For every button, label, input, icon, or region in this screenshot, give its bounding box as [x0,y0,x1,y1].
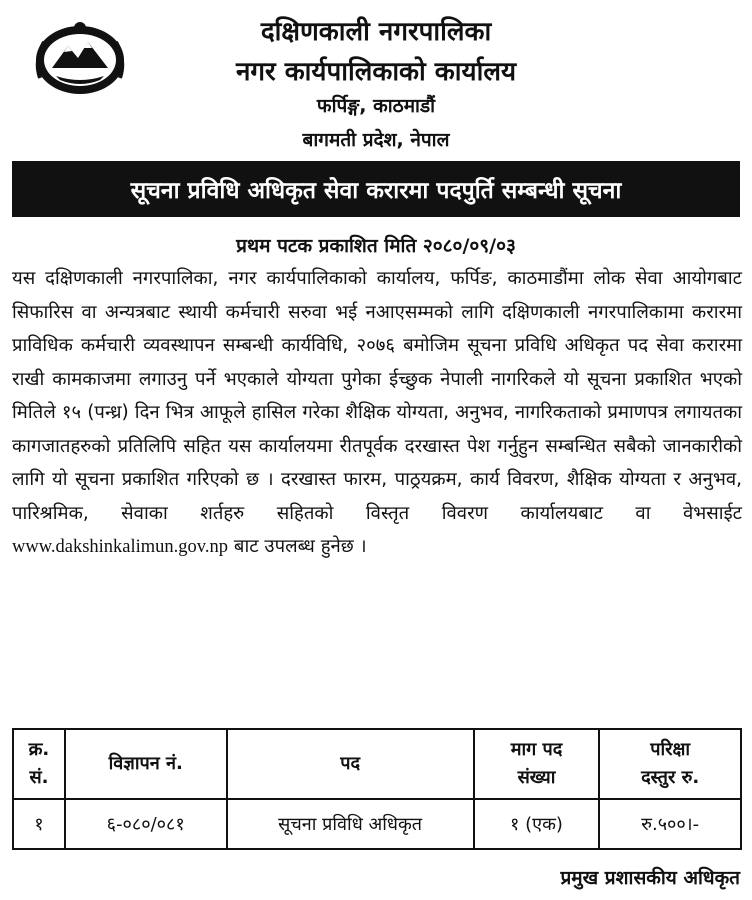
header-demand-count: माग पद संख्या [474,729,600,799]
header-ad-no: विज्ञापन नं. [65,729,227,799]
cell-serial-no: १ [13,799,65,849]
header-serial-no: क्र. सं. [13,729,65,799]
office-location: फर्पिङ्ग, काठमाडौं [316,95,436,117]
notice-body-main: यस दक्षिणकाली नगरपालिका, नगर कार्यपालिकाको कार्यालय, फर्पिङ, काठमाडौंमा लोक सेवा आयोगबाट सिफारिस वा अन्यत्रबाट स्थायी कर्मचारी सरुवा भई नआएसम्मको लागि दक्षिणकाली नगरपालिकामा करारमा प्राविधिक कर्मचारी व्यवस्थापन सम्बन्धी कार्यविधि, २०७६ बमोजिम सूचना प्रविधि अधिकृत पद सेवा करारमा राखी कामकाजमा लगाउनु पर्ने भएकाले योग्यता पुगेका ईच्छुक नेपाली नागरिकले यो सूचना प्रकाशित भएको मितिले १५ (पन्ध्र) दिन भित्र आफूले हासिल गरेका शैक्षिक योग्यता, अनुभव, नागरिकताको प्रमाणपत्र लगायतका कागजातहरुको प्रतिलिपि सहित यस कार्यालयमा रीतपूर्वक दरखास्त पेश गर्नुहुन सम्बन्धित सबैको जानकारीको लागि यो सूचना प्रकाशित गरिएको छ । दरखास्त फारम, पाठ्रयक्रम, कार्य विवरण, शैक्षिक योग्यता र अनुभव, पारिश्रमिक, सेवाका शर्तहरु सहितको विस्तृत विवरण कार्यालयबाट वा वेभसाईट [12,268,742,524]
table-row [13,799,741,849]
office-name: नगर कार्यपालिकाको कार्यालय [235,57,517,87]
header-post: पद [227,729,474,799]
notice-body-tail: बाट उपलब्ध हुनेछ । [233,536,367,557]
notice-header [0,0,752,160]
signatory-title: प्रमुख प्रशासकीय अधिकृत [560,867,740,889]
cell-ad-no: ६-०८०/०८१ [65,799,227,849]
website-link[interactable]: www.dakshinkalimun.gov.np [12,537,228,557]
notice-body [12,262,742,565]
cell-post: सूचना प्रविधि अधिकृत [227,799,474,849]
notice-title-banner: सूचना प्रविधि अधिकृत सेवा करारमा पदपुर्ति सम्बन्धी सूचना [12,161,740,217]
publish-date: प्रथम पटक प्रकाशित मिति २०८०/०९/०३ [236,235,516,257]
municipality-name: दक्षिणकाली नगरपालिका [260,17,492,47]
province-country: बागमती प्रदेश, नेपाल [302,129,450,151]
header-exam-fee: परिक्षा दस्तुर रु. [599,729,741,799]
notice-body-last-line [12,530,742,565]
vacancy-table [12,728,742,850]
cell-exam-fee: रु.५००।- [599,799,741,849]
table-header-row [13,729,741,799]
cell-demand-count: १ (एक) [474,799,600,849]
